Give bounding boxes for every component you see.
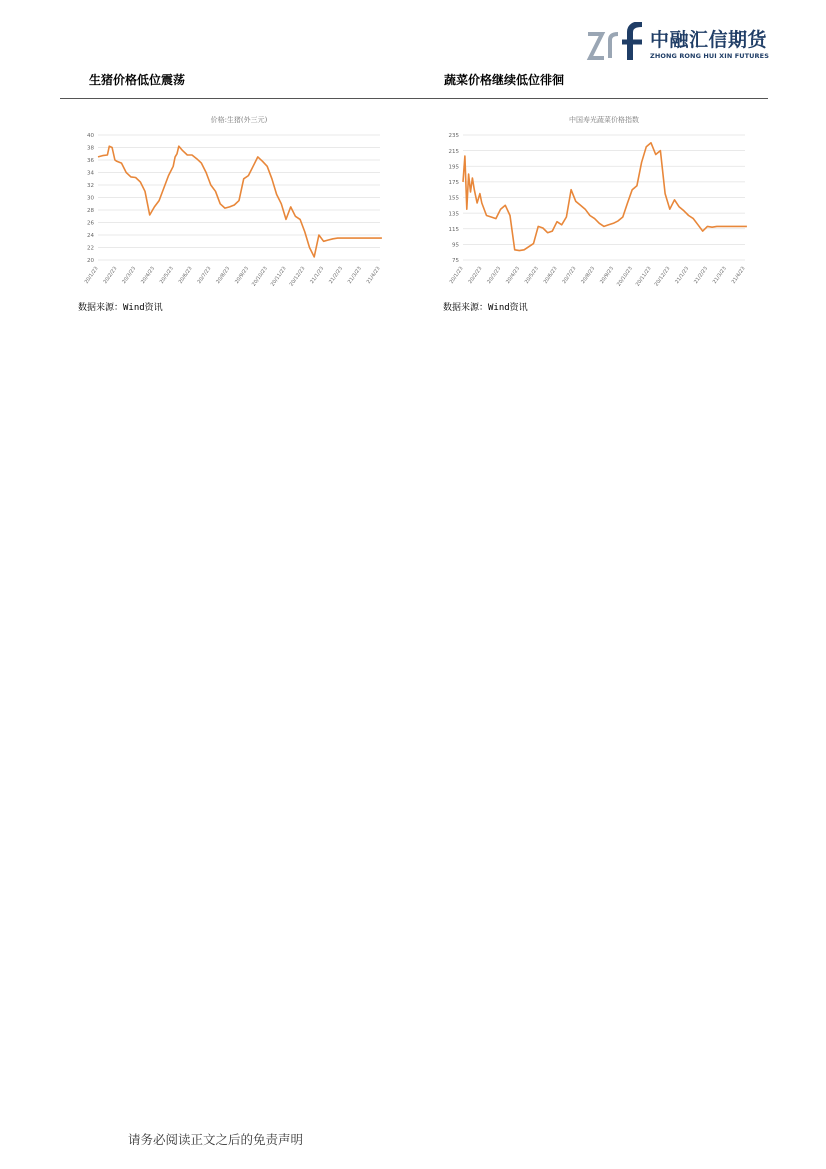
zrf-logo-icon xyxy=(586,22,646,64)
chart-title: 价格:生猪(外三元) xyxy=(210,116,268,124)
hog-price-chart-svg xyxy=(76,108,386,294)
disclaimer-footer: 请务必阅读正文之后的免责声明 xyxy=(128,1132,304,1147)
series-line xyxy=(463,143,747,251)
y-tick-label: 115 xyxy=(448,226,459,233)
y-tick-label: 24 xyxy=(87,233,94,240)
x-tick-label: 21/4/23 xyxy=(730,265,747,285)
x-tick-label: 21/1/23 xyxy=(309,265,326,285)
y-tick-label: 195 xyxy=(448,164,459,171)
x-tick-label: 20/3/23 xyxy=(486,265,503,285)
x-tick-label: 20/12/23 xyxy=(653,265,672,288)
y-tick-label: 38 xyxy=(87,145,94,152)
y-tick-label: 20 xyxy=(87,258,94,265)
x-tick-label: 20/8/23 xyxy=(215,265,232,285)
x-tick-label: 20/6/23 xyxy=(177,265,194,285)
y-tick-label: 75 xyxy=(452,258,459,265)
x-tick-label: 20/2/23 xyxy=(467,265,484,285)
source-note-hog: 数据来源：Wind资讯 xyxy=(78,303,163,313)
y-tick-label: 40 xyxy=(87,133,94,140)
y-tick-label: 175 xyxy=(448,180,459,187)
x-tick-label: 21/2/23 xyxy=(693,265,710,285)
vegetable-index-chart xyxy=(441,108,751,294)
x-tick-label: 21/1/23 xyxy=(674,265,691,285)
x-tick-label: 20/11/23 xyxy=(634,265,653,288)
x-tick-label: 20/12/23 xyxy=(288,265,307,288)
y-tick-label: 95 xyxy=(452,242,459,249)
x-tick-label: 20/10/23 xyxy=(251,265,269,288)
x-tick-label: 20/1/23 xyxy=(448,265,465,285)
y-tick-label: 135 xyxy=(448,211,459,218)
x-tick-label: 20/3/23 xyxy=(121,265,138,285)
x-tick-label: 21/3/23 xyxy=(711,265,728,285)
x-tick-label: 20/1/23 xyxy=(83,265,100,285)
x-tick-label: 20/4/23 xyxy=(140,265,157,285)
x-tick-label: 20/10/23 xyxy=(616,265,634,288)
y-tick-label: 36 xyxy=(87,158,94,165)
source-note-vegetable: 数据来源：Wind资讯 xyxy=(443,303,528,313)
y-tick-label: 28 xyxy=(87,208,94,215)
chart-title: 中国寿光蔬菜价格指数 xyxy=(569,116,639,124)
logo-english-name: ZHONG RONG HUI XIN FUTURES xyxy=(650,52,769,60)
y-tick-label: 155 xyxy=(448,195,459,202)
x-tick-label: 20/6/23 xyxy=(542,265,559,285)
x-tick-label: 20/11/23 xyxy=(269,265,288,288)
y-tick-label: 22 xyxy=(87,245,94,252)
series-line xyxy=(98,146,382,257)
y-tick-label: 235 xyxy=(448,133,459,140)
y-tick-label: 34 xyxy=(87,170,94,177)
y-tick-label: 26 xyxy=(87,220,94,227)
x-tick-label: 20/5/23 xyxy=(158,265,175,285)
x-tick-label: 21/3/23 xyxy=(346,265,363,285)
y-tick-label: 32 xyxy=(87,183,94,190)
x-tick-label: 20/5/23 xyxy=(523,265,540,285)
section-title-hog: 生猪价格低位震荡 xyxy=(89,73,186,87)
section-title-vegetable: 蔬菜价格继续低位徘徊 xyxy=(444,73,565,87)
header-divider xyxy=(60,98,768,99)
hog-price-chart xyxy=(76,108,386,294)
company-logo xyxy=(586,22,776,64)
x-tick-label: 20/7/23 xyxy=(561,265,578,285)
x-tick-label: 20/2/23 xyxy=(102,265,119,285)
x-tick-label: 20/7/23 xyxy=(196,265,213,285)
x-tick-label: 21/2/23 xyxy=(328,265,345,285)
vegetable-index-chart-svg xyxy=(441,108,751,294)
x-tick-label: 20/9/23 xyxy=(599,265,616,285)
y-tick-label: 30 xyxy=(87,195,94,202)
x-tick-label: 20/8/23 xyxy=(580,265,597,285)
y-tick-label: 215 xyxy=(448,148,459,155)
x-tick-label: 20/9/23 xyxy=(234,265,251,285)
x-tick-label: 21/4/23 xyxy=(365,265,382,285)
x-tick-label: 20/4/23 xyxy=(505,265,522,285)
logo-chinese-name: 中融汇信期货 xyxy=(650,29,768,51)
